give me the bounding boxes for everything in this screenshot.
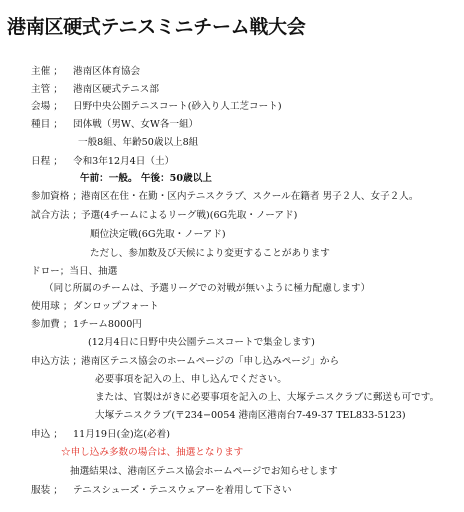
date-label: 日程 ；	[31, 156, 63, 167]
fee-note: (12月4日に日野中央公園テニスコートで集金します)	[88, 337, 315, 348]
ball-value: ダンロップフォート	[73, 301, 159, 312]
date-sub: 午前：一般。 午後：50歳以上	[80, 173, 212, 184]
format-row	[31, 210, 297, 222]
eligibility-row	[31, 191, 419, 203]
eligibility-value: 港南区在住・在勤・区内テニスクラブ、スクール在籍者 男子２人、女子２人。	[81, 191, 419, 202]
fee-value: 1チーム8000円	[73, 319, 142, 330]
attire-row	[31, 485, 292, 497]
lottery-note: ☆申し込み多数の場合は、抽選となります	[61, 447, 244, 458]
page-title: 港南区硬式テニスミニチーム戦大会	[7, 16, 306, 38]
deadline-value: 11月19日(金)迄(必着)	[73, 429, 170, 440]
format-sub1: 順位決定戦(6G先取・ノーアド)	[90, 229, 226, 240]
ball-label: 使用球 ；	[31, 301, 73, 312]
apply-sub1: 必要事項を記入の上、申し込んでください。	[95, 374, 287, 385]
result-note: 抽選結果は、港南区テニス協会ホームページでお知らせします	[70, 466, 338, 477]
event-row	[31, 119, 198, 131]
format-sub2: ただし、参加数及び天候により変更することがあります	[90, 248, 330, 259]
venue-label: 会場 ；	[31, 101, 63, 112]
attire-label: 服装 ；	[31, 485, 63, 496]
eligibility-label: 参加資格 ；	[31, 191, 83, 202]
apply-label: 申込方法 ；	[31, 356, 83, 367]
date-row	[31, 156, 174, 168]
sponsor-label: 主催 ；	[31, 66, 63, 77]
manager-value: 港南区硬式テニス部	[73, 84, 159, 95]
draw-row: ドロー；当日、抽選	[31, 266, 118, 277]
apply-sub2: または、官製はがきに必要事項を記入の上、大塚テニスクラブに郵送も可です。	[95, 392, 440, 403]
manager-label: 主管 ；	[31, 84, 63, 95]
apply-row	[31, 356, 339, 368]
fee-row	[31, 319, 142, 331]
venue-row	[31, 101, 282, 113]
date-value: 令和3年12月4日（土）	[73, 156, 175, 167]
apply-value: 港南区テニス協会のホームページの「申し込みページ」から	[81, 356, 340, 367]
ball-row	[31, 301, 159, 313]
draw-note: （同じ所属のチームは、予選リーグでの対戦が無いように極力配慮します）	[44, 283, 371, 294]
event-value: 団体戦（男W、女W各一組）	[73, 119, 199, 130]
attire-value: テニスシューズ・テニスウェアーを着用して下さい	[73, 485, 292, 496]
deadline-row	[31, 429, 170, 441]
manager-row	[31, 84, 159, 96]
deadline-label: 申込 ；	[31, 429, 63, 440]
format-label: 試合方法 ；	[31, 210, 83, 221]
sponsor-row	[31, 66, 140, 78]
format-value: 予選(4チームによるリーグ戦)(6G先取・ノーアド)	[81, 210, 298, 221]
sponsor-value: 港南区体育協会	[73, 66, 141, 77]
fee-label: 参加費 ；	[31, 319, 73, 330]
apply-sub3: 大塚テニスクラブ(〒234−0054 港南区港南台7-49-37 TEL833-5123)	[95, 410, 406, 421]
event-sub: 一般8組、年齢50歳以上8組	[78, 137, 199, 148]
event-label: 種目 ；	[31, 119, 63, 130]
venue-value: 日野中央公園テニスコート(砂入り人工芝コート)	[73, 101, 282, 112]
